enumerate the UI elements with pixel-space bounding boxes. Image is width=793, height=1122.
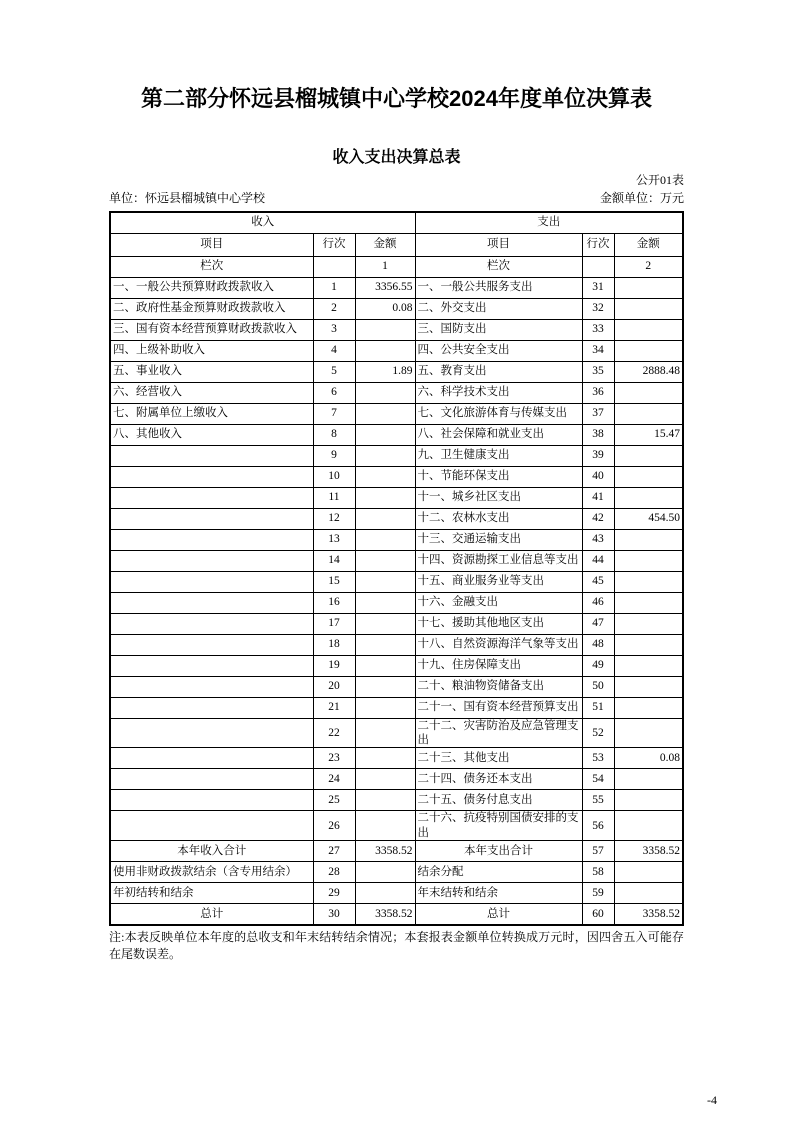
income-rowno-header: 行次 — [313, 233, 355, 256]
income-amount-cell — [355, 883, 415, 904]
income-rowno-cell: 17 — [313, 613, 355, 634]
expense-amount-cell — [614, 403, 683, 424]
expense-rowno-cell: 40 — [582, 466, 614, 487]
table-row — [110, 862, 683, 883]
income-amount-cell — [355, 655, 415, 676]
income-rowno-cell: 26 — [313, 811, 355, 841]
expense-amount-cell: 0.08 — [614, 748, 683, 769]
income-rowno-cell: 15 — [313, 571, 355, 592]
income-item-cell: 六、经营收入 — [110, 382, 313, 403]
expense-amount-cell — [614, 634, 683, 655]
expense-amount-cell — [614, 571, 683, 592]
expense-rowno-cell: 48 — [582, 634, 614, 655]
income-item-cell: 八、其他收入 — [110, 424, 313, 445]
expense-rowno-cell: 32 — [582, 298, 614, 319]
income-item-cell: 四、上级补助收入 — [110, 340, 313, 361]
income-section-header: 收入 — [110, 212, 415, 234]
expense-section-header: 支出 — [415, 212, 683, 234]
income-amount-cell — [355, 445, 415, 466]
expense-amount-cell — [614, 697, 683, 718]
income-item-cell: 总计 — [110, 904, 313, 926]
expense-rowno-cell: 46 — [582, 592, 614, 613]
expense-amount-cell — [614, 277, 683, 298]
expense-rowno-cell: 44 — [582, 550, 614, 571]
income-amount-cell: 0.08 — [355, 298, 415, 319]
expense-amount-cell — [614, 592, 683, 613]
income-item-cell — [110, 655, 313, 676]
income-item-cell: 使用非财政拨款结余（含专用结余） — [110, 862, 313, 883]
income-item-cell — [110, 811, 313, 841]
expense-column-index: 2 — [614, 256, 683, 277]
table-row — [110, 811, 683, 841]
table-row — [110, 769, 683, 790]
expense-rowno-cell: 54 — [582, 769, 614, 790]
table-row — [110, 676, 683, 697]
table-row — [110, 466, 683, 487]
income-rowno-cell: 30 — [313, 904, 355, 926]
column-header-row — [110, 233, 683, 256]
table-row — [110, 748, 683, 769]
income-rowno-cell: 19 — [313, 655, 355, 676]
income-amount-cell: 3358.52 — [355, 841, 415, 862]
income-amount-cell — [355, 571, 415, 592]
column-index-row — [110, 256, 683, 277]
income-rowno-cell: 12 — [313, 508, 355, 529]
expense-item-cell: 七、文化旅游体育与传媒支出 — [415, 403, 582, 424]
expense-item-cell: 总计 — [415, 904, 582, 926]
expense-amount-cell — [614, 676, 683, 697]
table-note: 注:本表反映单位本年度的总收支和年末结转结余情况；本套报表金额单位转换成万元时，因四舍五入可能存在尾数误差。 — [109, 930, 684, 962]
expense-amount-cell — [614, 298, 683, 319]
income-rowno-cell: 11 — [313, 487, 355, 508]
expense-amount-cell — [614, 445, 683, 466]
income-item-cell — [110, 748, 313, 769]
income-item-cell — [110, 571, 313, 592]
income-rowno-cell: 8 — [313, 424, 355, 445]
expense-item-cell: 二十五、债务付息支出 — [415, 790, 582, 811]
table-row — [110, 550, 683, 571]
expense-item-header: 项目 — [415, 233, 582, 256]
income-amount-cell — [355, 634, 415, 655]
table-row — [110, 592, 683, 613]
table-row — [110, 529, 683, 550]
income-amount-cell — [355, 769, 415, 790]
income-rowno-cell: 18 — [313, 634, 355, 655]
income-rowno-cell: 20 — [313, 676, 355, 697]
income-rowno-cell: 2 — [313, 298, 355, 319]
income-item-cell — [110, 676, 313, 697]
expense-item-cell: 四、公共安全支出 — [415, 340, 582, 361]
expense-amount-cell — [614, 811, 683, 841]
expense-item-cell: 十一、城乡社区支出 — [415, 487, 582, 508]
income-item-cell: 七、附属单位上缴收入 — [110, 403, 313, 424]
table-row — [110, 277, 683, 298]
expense-item-cell: 二十六、抗疫特别国债安排的支出 — [415, 811, 582, 841]
expense-amount-cell — [614, 466, 683, 487]
expense-amount-cell — [614, 862, 683, 883]
expense-rowno-cell: 52 — [582, 718, 614, 748]
expense-amount-cell: 3358.52 — [614, 841, 683, 862]
expense-rowno-cell: 51 — [582, 697, 614, 718]
expense-item-cell: 十九、住房保障支出 — [415, 655, 582, 676]
table-code: 公开01表 — [635, 172, 684, 187]
expense-rowno-cell: 53 — [582, 748, 614, 769]
income-rowno-cell: 3 — [313, 319, 355, 340]
income-item-cell — [110, 718, 313, 748]
income-amount-cell — [355, 790, 415, 811]
income-item-header: 项目 — [110, 233, 313, 256]
meta-row — [109, 191, 684, 206]
expense-amount-cell — [614, 613, 683, 634]
table-row — [110, 718, 683, 748]
table-row — [110, 382, 683, 403]
income-item-cell — [110, 634, 313, 655]
income-amount-cell — [355, 424, 415, 445]
expense-item-cell: 结余分配 — [415, 862, 582, 883]
table-row — [110, 613, 683, 634]
expense-item-cell: 年末结转和结余 — [415, 883, 582, 904]
income-item-cell — [110, 697, 313, 718]
income-amount-cell — [355, 811, 415, 841]
income-item-cell: 二、政府性基金预算财政拨款收入 — [110, 298, 313, 319]
income-item-cell — [110, 508, 313, 529]
expense-item-cell: 九、卫生健康支出 — [415, 445, 582, 466]
expense-item-cell: 二十二、灾害防治及应急管理支出 — [415, 718, 582, 748]
expense-rowno-cell: 38 — [582, 424, 614, 445]
income-item-cell — [110, 550, 313, 571]
expense-rowno-cell: 33 — [582, 319, 614, 340]
expense-item-cell: 五、教育支出 — [415, 361, 582, 382]
section-header-row — [110, 212, 683, 234]
income-amount-cell — [355, 550, 415, 571]
expense-rowno-cell: 58 — [582, 862, 614, 883]
expense-amount-cell — [614, 529, 683, 550]
income-rowno-cell: 27 — [313, 841, 355, 862]
income-amount-cell — [355, 697, 415, 718]
expense-item-cell: 二十四、债务还本支出 — [415, 769, 582, 790]
income-item-cell: 本年收入合计 — [110, 841, 313, 862]
expense-item-cell: 三、国防支出 — [415, 319, 582, 340]
table-row — [110, 487, 683, 508]
expense-item-cell: 一、一般公共服务支出 — [415, 277, 582, 298]
income-amount-cell: 3356.55 — [355, 277, 415, 298]
income-amount-header: 金额 — [355, 233, 415, 256]
income-lanci-rowno-cell — [313, 256, 355, 277]
table-row — [110, 571, 683, 592]
income-expense-summary-table — [109, 211, 684, 927]
expense-rowno-cell: 49 — [582, 655, 614, 676]
income-amount-cell — [355, 529, 415, 550]
income-item-cell — [110, 613, 313, 634]
table-row — [110, 361, 683, 382]
expense-rowno-cell: 36 — [582, 382, 614, 403]
part-title: 第二部分怀远县榴城镇中心学校2024年度单位决算表 — [141, 86, 652, 111]
expense-amount-cell — [614, 382, 683, 403]
income-item-cell: 五、事业收入 — [110, 361, 313, 382]
expense-rowno-cell: 42 — [582, 508, 614, 529]
income-amount-cell — [355, 676, 415, 697]
expense-item-cell: 十七、援助其他地区支出 — [415, 613, 582, 634]
expense-rowno-cell: 56 — [582, 811, 614, 841]
expense-amount-cell: 2888.48 — [614, 361, 683, 382]
expense-rowno-cell: 39 — [582, 445, 614, 466]
income-rowno-cell: 6 — [313, 382, 355, 403]
table-row — [110, 634, 683, 655]
expense-item-cell: 十六、金融支出 — [415, 592, 582, 613]
page-number: -4 — [707, 1093, 717, 1107]
expense-amount-cell: 15.47 — [614, 424, 683, 445]
expense-amount-cell — [614, 790, 683, 811]
income-item-cell: 三、国有资本经营预算财政拨款收入 — [110, 319, 313, 340]
table-row — [110, 841, 683, 862]
expense-rowno-cell: 43 — [582, 529, 614, 550]
expense-amount-cell — [614, 883, 683, 904]
income-rowno-cell: 7 — [313, 403, 355, 424]
expense-rowno-cell: 55 — [582, 790, 614, 811]
income-item-cell — [110, 466, 313, 487]
income-item-cell: 一、一般公共预算财政拨款收入 — [110, 277, 313, 298]
expense-item-cell: 二十三、其他支出 — [415, 748, 582, 769]
table-row — [110, 319, 683, 340]
expense-lanci-label: 栏次 — [415, 256, 582, 277]
income-rowno-cell: 23 — [313, 748, 355, 769]
expense-item-cell: 十四、资源勘探工业信息等支出 — [415, 550, 582, 571]
expense-rowno-cell: 45 — [582, 571, 614, 592]
expense-amount-cell: 3358.52 — [614, 904, 683, 926]
expense-rowno-cell: 60 — [582, 904, 614, 926]
expense-item-cell: 六、科学技术支出 — [415, 382, 582, 403]
table-row — [110, 697, 683, 718]
income-lanci-label: 栏次 — [110, 256, 313, 277]
income-amount-cell — [355, 613, 415, 634]
income-rowno-cell: 22 — [313, 718, 355, 748]
expense-lanci-rowno-cell — [582, 256, 614, 277]
income-rowno-cell: 1 — [313, 277, 355, 298]
table-row — [110, 508, 683, 529]
income-amount-cell — [355, 382, 415, 403]
expense-rowno-cell: 50 — [582, 676, 614, 697]
income-item-cell — [110, 445, 313, 466]
expense-amount-cell — [614, 319, 683, 340]
expense-rowno-cell: 59 — [582, 883, 614, 904]
expense-item-cell: 本年支出合计 — [415, 841, 582, 862]
income-amount-cell — [355, 862, 415, 883]
expense-rowno-cell: 31 — [582, 277, 614, 298]
table-row — [110, 403, 683, 424]
expense-amount-cell — [614, 340, 683, 361]
unit-label: 单位：怀远县榴城镇中心学校 — [109, 190, 266, 205]
expense-item-cell: 十、节能环保支出 — [415, 466, 582, 487]
amount-unit-label: 金额单位：万元 — [599, 190, 684, 205]
income-item-cell — [110, 592, 313, 613]
income-amount-cell — [355, 340, 415, 361]
table-row — [110, 445, 683, 466]
table-row — [110, 298, 683, 319]
sheet — [109, 173, 684, 964]
table-body — [110, 277, 683, 925]
expense-rowno-header: 行次 — [582, 233, 614, 256]
expense-amount-cell — [614, 550, 683, 571]
expense-rowno-cell: 57 — [582, 841, 614, 862]
income-rowno-cell: 10 — [313, 466, 355, 487]
income-amount-cell — [355, 403, 415, 424]
income-rowno-cell: 24 — [313, 769, 355, 790]
income-column-index: 1 — [355, 256, 415, 277]
expense-item-cell: 二十一、国有资本经营预算支出 — [415, 697, 582, 718]
expense-amount-cell — [614, 769, 683, 790]
income-rowno-cell: 29 — [313, 883, 355, 904]
income-amount-cell — [355, 319, 415, 340]
income-amount-cell — [355, 487, 415, 508]
income-rowno-cell: 16 — [313, 592, 355, 613]
table-row — [110, 655, 683, 676]
expense-item-cell: 二、外交支出 — [415, 298, 582, 319]
income-rowno-cell: 9 — [313, 445, 355, 466]
income-rowno-cell: 13 — [313, 529, 355, 550]
income-rowno-cell: 28 — [313, 862, 355, 883]
expense-rowno-cell: 47 — [582, 613, 614, 634]
expense-amount-cell: 454.50 — [614, 508, 683, 529]
expense-item-cell: 二十、粮油物资储备支出 — [415, 676, 582, 697]
income-item-cell — [110, 769, 313, 790]
income-amount-cell — [355, 718, 415, 748]
income-rowno-cell: 4 — [313, 340, 355, 361]
income-amount-cell — [355, 592, 415, 613]
income-amount-cell — [355, 508, 415, 529]
income-item-cell — [110, 790, 313, 811]
expense-rowno-cell: 41 — [582, 487, 614, 508]
expense-item-cell: 十二、农林水支出 — [415, 508, 582, 529]
expense-amount-cell — [614, 487, 683, 508]
income-rowno-cell: 5 — [313, 361, 355, 382]
table-row — [110, 424, 683, 445]
table-row — [110, 904, 683, 926]
expense-item-cell: 十五、商业服务业等支出 — [415, 571, 582, 592]
expense-item-cell: 十三、交通运输支出 — [415, 529, 582, 550]
income-amount-cell — [355, 466, 415, 487]
expense-rowno-cell: 37 — [582, 403, 614, 424]
expense-amount-cell — [614, 718, 683, 748]
expense-amount-header: 金额 — [614, 233, 683, 256]
income-item-cell — [110, 529, 313, 550]
expense-amount-cell — [614, 655, 683, 676]
income-item-cell — [110, 487, 313, 508]
expense-item-cell: 八、社会保障和就业支出 — [415, 424, 582, 445]
table-row — [110, 790, 683, 811]
income-rowno-cell: 21 — [313, 697, 355, 718]
table-row — [110, 883, 683, 904]
expense-item-cell: 十八、自然资源海洋气象等支出 — [415, 634, 582, 655]
expense-rowno-cell: 35 — [582, 361, 614, 382]
income-amount-cell: 3358.52 — [355, 904, 415, 926]
income-rowno-cell: 25 — [313, 790, 355, 811]
income-amount-cell: 1.89 — [355, 361, 415, 382]
table-title: 收入支出决算总表 — [332, 149, 461, 167]
income-item-cell: 年初结转和结余 — [110, 883, 313, 904]
income-rowno-cell: 14 — [313, 550, 355, 571]
income-amount-cell — [355, 748, 415, 769]
table-row — [110, 340, 683, 361]
expense-rowno-cell: 34 — [582, 340, 614, 361]
